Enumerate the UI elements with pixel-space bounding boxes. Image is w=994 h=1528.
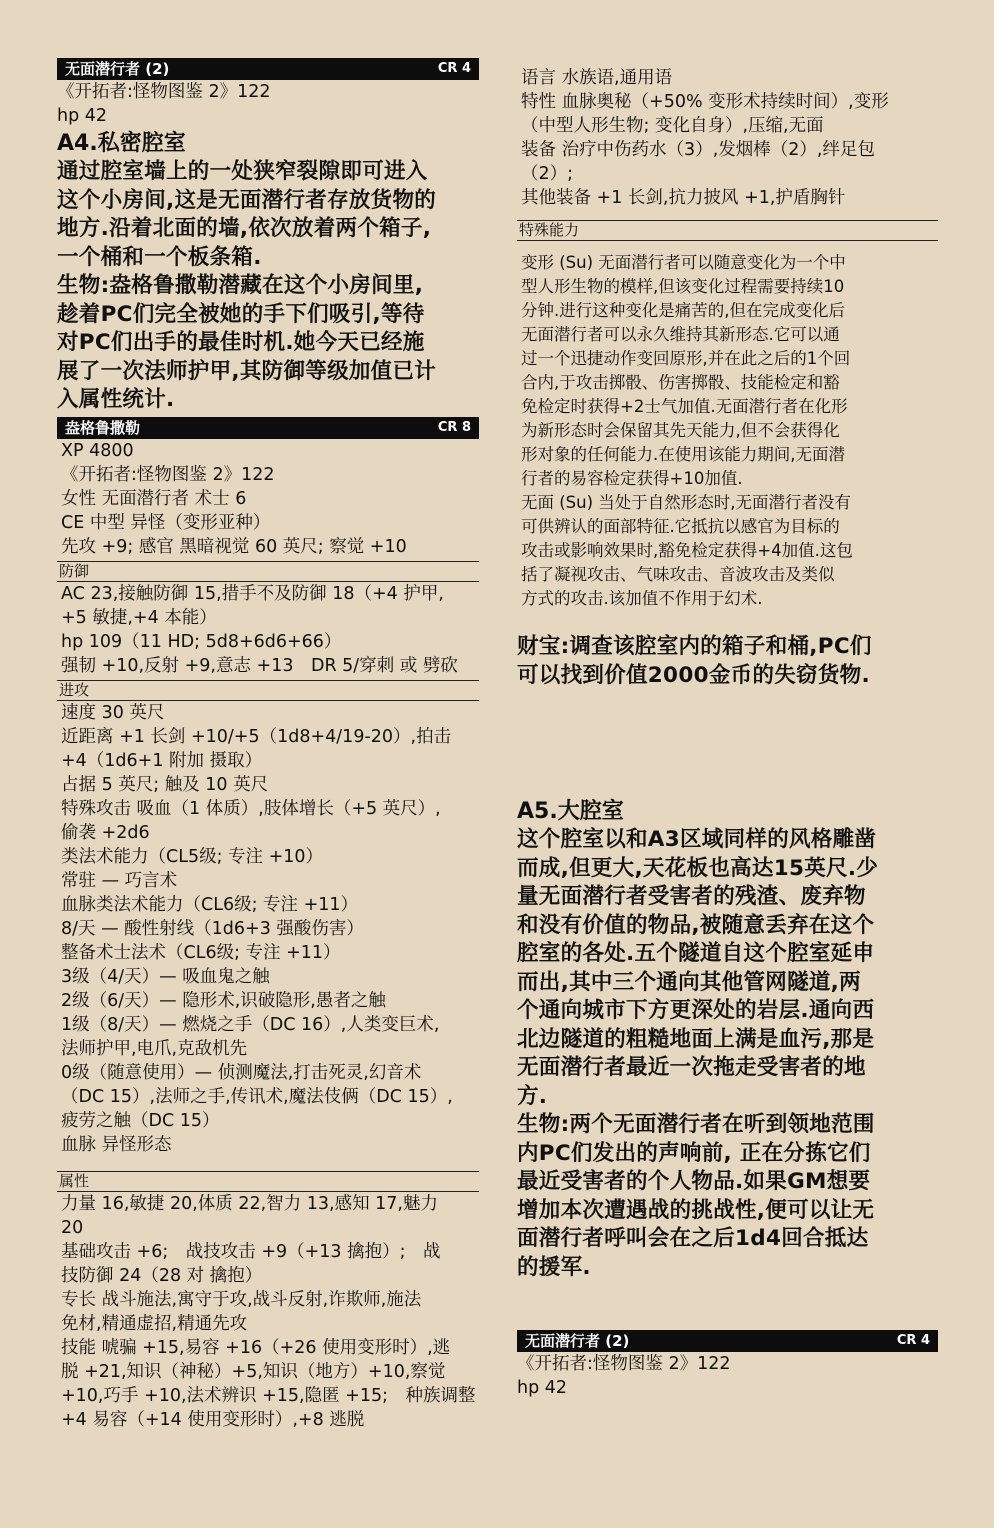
statblock-header-faceless-stalker xyxy=(57,58,479,80)
text-line: 近距离 +1 长剑 +10/+5（1d8+4/19-20）,拍击 xyxy=(61,726,452,747)
statblock-name: 盎格鲁撒勒 xyxy=(65,418,141,437)
section-label-offense: 进攻 xyxy=(57,680,479,701)
text-line: 增加本次遭遇战的挑战性,便可以让无 xyxy=(517,1197,875,1223)
text-line: 先攻 +9; 感官 黑暗视觉 60 英尺; 察觉 +10 xyxy=(61,536,407,557)
text-line: 无面潜行者可以永久维持其新形态.它可以通 xyxy=(521,325,840,344)
text-line: 而出,其中三个通向其他管网隧道,两 xyxy=(517,969,861,995)
text-line: 脱 +21,知识（神秘）+5,知识（地方）+10,察觉 xyxy=(61,1361,446,1382)
text-line: 生物:两个无面潜行者在听到领地范围 xyxy=(517,1112,875,1137)
text-line: 女性 无面潜行者 术士 6 xyxy=(61,488,247,509)
text-line: 生物:盎格鲁撒勒潜藏在这个小房间里, xyxy=(57,273,424,298)
text-line: 入属性统计. xyxy=(57,387,175,412)
text-line: 强韧 +10,反射 +9,意志 +13 DR 5/穿刺 或 劈砍 xyxy=(61,655,458,676)
text-line: 基础攻击 +6; 战技攻击 +9（+13 擒抱）; 战 xyxy=(61,1241,441,1262)
text-line: 8/天 — 酸性射线（1d6+3 强酸伤害） xyxy=(61,918,364,939)
text-line: 无面 (Su) 当处于自然形态时,无面潜行者没有 xyxy=(521,493,852,512)
cr-rating: CR 4 xyxy=(437,61,471,76)
text-line: 疲劳之触（DC 15） xyxy=(61,1110,220,1131)
statblock-intro xyxy=(57,439,479,559)
text-line: （2）; xyxy=(521,164,574,184)
text-line: XP 4800 xyxy=(61,440,134,461)
text-line: 为新形态时会保留其先天能力,但不会获得化 xyxy=(521,421,840,440)
text-line: 血脉 异怪形态 xyxy=(61,1134,172,1155)
text-line: 装备 治疗中伤药水（3）,发烟棒（2）,绊足包 xyxy=(521,140,875,160)
text-line: （DC 15）,法师之手,传讯术,魔法伎俩（DC 15）, xyxy=(61,1086,453,1107)
section-title-a4: A4.私密腔室 xyxy=(57,131,186,156)
section-label-statistics: 属性 xyxy=(57,1171,479,1192)
text-line: 速度 30 英尺 xyxy=(61,702,165,723)
section-label-special-abilities: 特殊能力 xyxy=(517,220,938,241)
left-column xyxy=(57,58,479,1432)
text-line: 和没有价值的物品,被随意丢弃在这个 xyxy=(517,912,875,938)
text-line: 分钟.进行这种变化是痛苦的,但在完成变化后 xyxy=(521,301,845,320)
text-line: 攻击或影响效果时,豁免检定获得+4加值.这包 xyxy=(521,541,853,560)
a5-paragraph xyxy=(517,826,938,1282)
cr-rating: CR 4 xyxy=(896,1333,930,1348)
source-reference: 《开拓者:怪物图鉴 2》122 xyxy=(517,1354,731,1374)
text-line: 其他装备 +1 长剑,抗力披风 +1,护盾胸针 xyxy=(521,188,846,208)
statblock-header-faceless-stalker-2 xyxy=(517,1330,938,1352)
text-line: 《开拓者:怪物图鉴 2》122 xyxy=(61,464,275,485)
text-line: 型人形生物的模样,但该变化过程需要持续10 xyxy=(521,277,845,296)
source-reference: 《开拓者:怪物图鉴 2》122 xyxy=(57,82,271,102)
hit-points: hp 42 xyxy=(57,106,108,126)
text-line: 通过腔室墙上的一处狭窄裂隙即可进入 xyxy=(57,159,428,184)
text-line: 的援军. xyxy=(517,1254,591,1280)
text-line: 变形 (Su) 无面潜行者可以随意变化为一个中 xyxy=(521,253,846,272)
text-line: +5 敏捷,+4 本能） xyxy=(61,607,217,628)
text-line: 占据 5 英尺; 触及 10 英尺 xyxy=(61,774,269,795)
text-line: 最近受害者的个人物品.如果GM想要 xyxy=(517,1169,871,1194)
text-line: 财宝:调查该腔室内的箱子和桶,PC们 xyxy=(517,634,872,659)
special-abilities-section xyxy=(517,251,938,611)
text-line: 这个小房间,这是无面潜行者存放货物的 xyxy=(57,187,437,213)
text-line: 专长 战斗施法,寓守于攻,战斗反射,诈欺师,施法 xyxy=(61,1289,422,1310)
text-line: 方. xyxy=(517,1083,548,1109)
text-line: 力量 16,敏捷 20,体质 22,智力 13,感知 17,魅力 xyxy=(61,1193,438,1214)
text-line: 偷袭 +2d6 xyxy=(61,822,150,843)
text-line: 一个桶和一个板条箱. xyxy=(57,244,262,270)
hit-points: hp 42 xyxy=(517,1378,568,1398)
statblock-continuation xyxy=(517,66,938,210)
cr-rating: CR 8 xyxy=(437,419,471,435)
text-line: 内PC们发出的声响前, 正在分拣它们 xyxy=(517,1140,871,1166)
text-line: 整备术士法术（CL6级; 专注 +11） xyxy=(61,942,341,963)
text-line: 个通向城市下方更深处的岩层.通向西 xyxy=(517,998,875,1023)
text-line: 括了凝视攻击、气味攻击、音波攻击及类似 xyxy=(521,565,835,584)
text-line: 行者的易容检定获得+10加值. xyxy=(521,469,743,488)
text-line: 北边隧道的粗糙地面上满是血污,那是 xyxy=(517,1026,875,1052)
text-line: 血脉类法术能力（CL6级; 专注 +11） xyxy=(61,894,359,915)
text-line: 趁着PC们完全被她的手下们吸引,等待 xyxy=(57,301,425,327)
text-line: 20 xyxy=(61,1217,84,1238)
text-line: 对PC们出手的最佳时机.她今天已经施 xyxy=(57,330,425,355)
a4-paragraph xyxy=(57,158,479,415)
text-line: 1级（8/天）— 燃烧之手（DC 16）,人类变巨术, xyxy=(61,1014,440,1035)
text-line: 语言 水族语,通用语 xyxy=(521,68,673,88)
text-line: 3级（4/天）— 吸血鬼之触 xyxy=(61,966,270,987)
text-line: AC 23,接触防御 15,措手不及防御 18（+4 护甲, xyxy=(61,583,444,604)
text-line: 量无面潜行者受害者的残渣、废弃物 xyxy=(517,884,866,909)
text-line: 展了一次法师护甲,其防御等级加值已计 xyxy=(57,358,437,384)
offense-section xyxy=(57,701,479,1157)
right-column xyxy=(517,66,938,1400)
text-line: CE 中型 异怪（变形亚种） xyxy=(61,512,271,533)
text-line: 无面潜行者最近一次拖走受害者的地 xyxy=(517,1055,866,1080)
text-line: 方式的攻击.该加值不作用于幻术. xyxy=(521,589,763,608)
statblock-name: 无面潜行者 (2) xyxy=(65,60,170,78)
text-line: 法师护甲,电爪,克敌机先 xyxy=(61,1038,248,1059)
section-label-defense: 防御 xyxy=(57,561,479,582)
text-line: 技能 唬骗 +15,易容 +16（+26 使用变形时）,逃 xyxy=(61,1337,451,1358)
text-line: +10,巧手 +10,法术辨识 +15,隐匿 +15; 种族调整 xyxy=(61,1385,476,1406)
text-line: 地方.沿着北面的墙,依次放着两个箱子, xyxy=(57,216,432,241)
statblock-name: 无面潜行者 (2) xyxy=(525,1332,630,1350)
treasure-paragraph xyxy=(517,633,938,690)
text-line: 0级（随意使用）— 侦测魔法,打击死灵,幻音术 xyxy=(61,1062,422,1083)
text-line: 可供辨认的面部特征.它抵抗以感官为目标的 xyxy=(521,517,840,536)
text-line: +4（1d6+1 附加 摄取） xyxy=(61,750,263,771)
text-line: 免检定时获得+2士气加值.无面潜行者在化形 xyxy=(521,397,848,416)
text-line: +4 易容（+14 使用变形时）,+8 逃脱 xyxy=(61,1409,365,1430)
text-line: hp 109（11 HD; 5d8+6d6+66） xyxy=(61,631,342,652)
text-line: 技防御 24（28 对 擒抱） xyxy=(61,1265,263,1286)
text-line: 合内,于攻击掷骰、伤害掷骰、技能检定和豁 xyxy=(521,373,840,392)
text-line: 类法术能力（CL5级; 专注 +10） xyxy=(61,846,324,867)
text-line: 过一个迅捷动作变回原形,并在此之后的1个回 xyxy=(521,349,851,368)
section-title-a5: A5.大腔室 xyxy=(517,799,624,824)
text-line: 这个腔室以和A3区域同样的风格雕凿 xyxy=(517,827,877,852)
text-line: 2级（6/天）— 隐形术,识破隐形,愚者之触 xyxy=(61,990,386,1011)
text-line: 形对象的任何能力.在使用该能力期间,无面潜 xyxy=(521,445,845,464)
text-line: 而成,但更大,天花板也高达15英尺.少 xyxy=(517,855,879,881)
defense-section xyxy=(57,582,479,678)
text-line: 面潜行者呼叫会在之后1d4回合抵达 xyxy=(517,1226,869,1251)
text-line: 特性 血脉奥秘（+50% 变形术持续时间）,变形 xyxy=(521,92,889,112)
statistics-section xyxy=(57,1192,479,1432)
text-line: 免材,精通虚招,精通先攻 xyxy=(61,1313,248,1334)
text-line: 特殊攻击 吸血（1 体质）,肢体增长（+5 英尺）, xyxy=(61,798,441,819)
text-line: 腔室的各处.五个隧道自这个腔室延申 xyxy=(517,941,875,966)
text-line: 可以找到价值2000金币的失窃货物. xyxy=(517,662,870,688)
text-line: 常驻 — 巧言术 xyxy=(61,870,178,891)
text-line: （中型人形生物; 变化自身）,压缩,无面 xyxy=(521,116,824,136)
statblock-header-angleroasle xyxy=(57,417,479,439)
